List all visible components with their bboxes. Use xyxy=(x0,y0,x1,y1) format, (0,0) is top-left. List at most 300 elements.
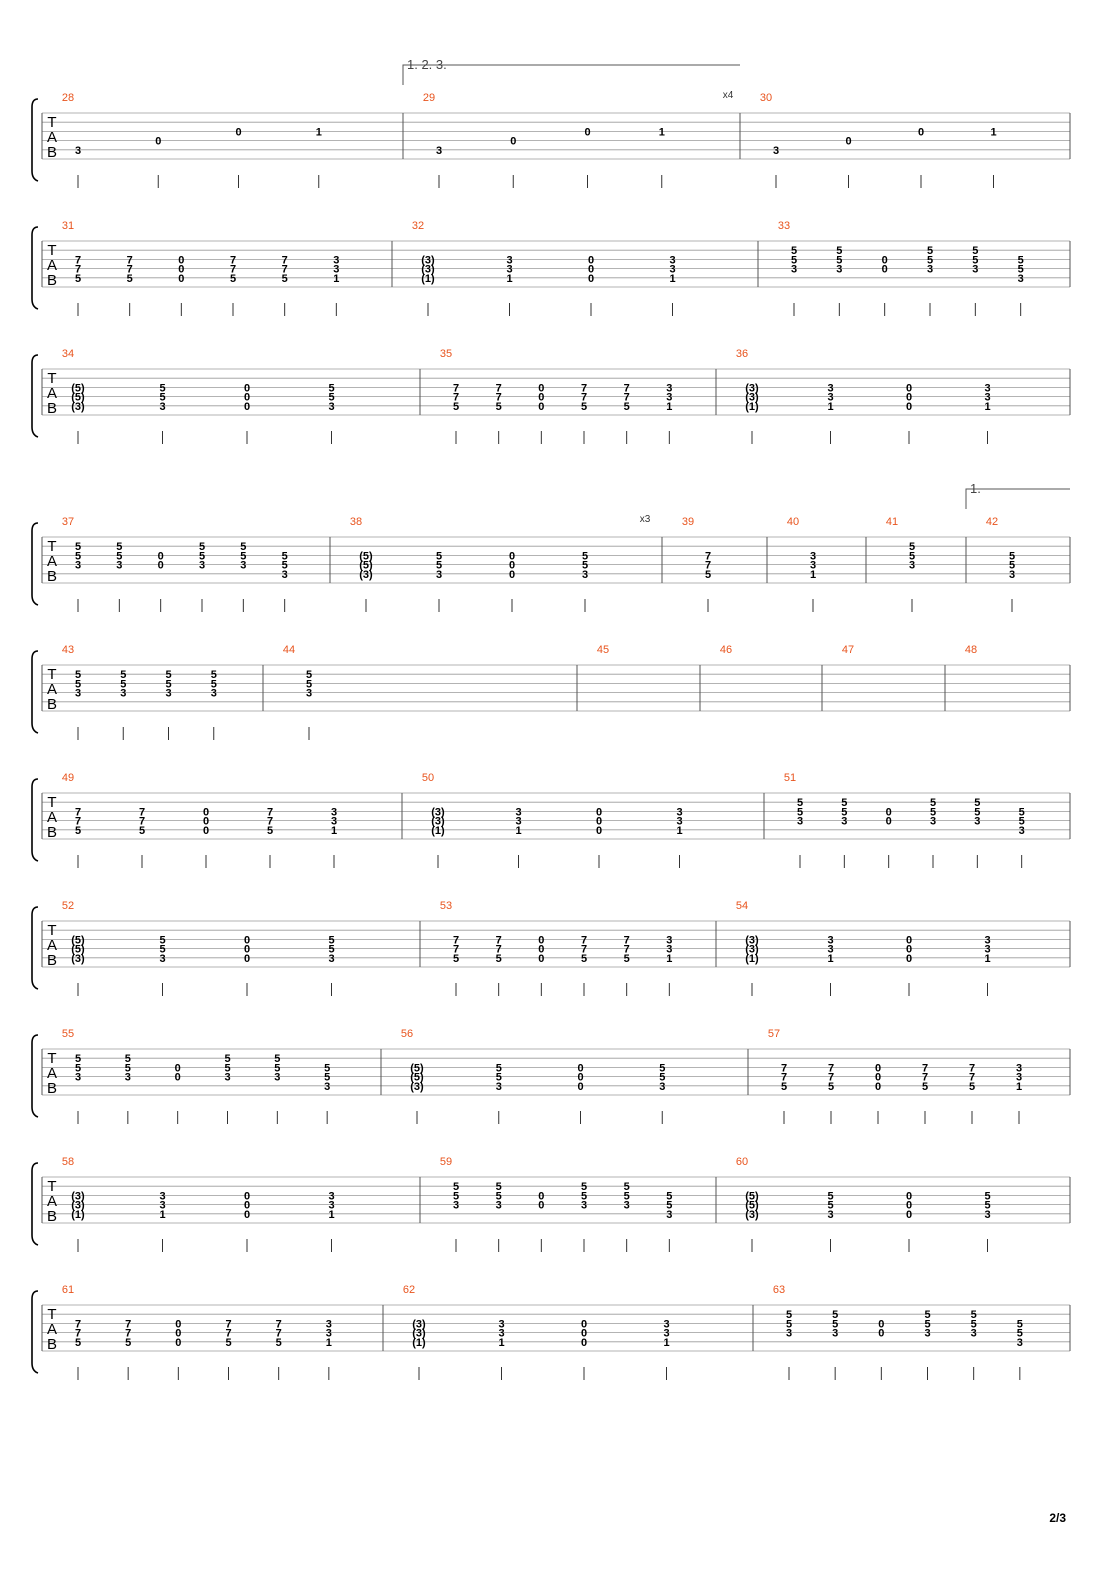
fret-number: 0 xyxy=(538,952,545,965)
fret-number: 0 xyxy=(878,1318,885,1331)
measure-number: 32 xyxy=(411,220,425,232)
fret-number: 3 xyxy=(974,815,981,828)
fret-number: 5 xyxy=(581,559,589,572)
fret-number: 5 xyxy=(790,254,798,267)
fret-number: 3 xyxy=(669,254,676,267)
fret-number: (3) xyxy=(71,1199,85,1212)
fret-number: 3 xyxy=(498,1318,505,1331)
fret-number: 5 xyxy=(116,541,123,554)
fret-number: 0 xyxy=(577,1071,584,1084)
fret-number: 1 xyxy=(809,568,817,581)
fret-number: 3 xyxy=(330,806,338,819)
fret-number: 0 xyxy=(538,382,545,395)
fret-number: 3 xyxy=(305,687,313,700)
fret-number: 3 xyxy=(984,934,991,947)
measure-number: 49 xyxy=(61,772,75,784)
tab-clef-letter: A xyxy=(46,1321,58,1338)
fret-number: 7 xyxy=(125,1327,132,1340)
system-10 xyxy=(32,1284,1070,1380)
measure-number: 51 xyxy=(783,772,797,784)
fret-number: 3 xyxy=(435,144,443,157)
fret-number: 3 xyxy=(1016,1336,1023,1349)
fret-number: (3) xyxy=(745,943,759,956)
fret-number: 0 xyxy=(905,1190,913,1203)
fret-number: 3 xyxy=(328,1199,335,1212)
fret-number: 3 xyxy=(676,806,683,819)
system-brace xyxy=(32,227,38,309)
fret-number: 3 xyxy=(827,1208,834,1221)
fret-number: 7 xyxy=(452,382,460,395)
fret-number: 5 xyxy=(796,797,804,810)
fret-number: (1) xyxy=(421,272,435,285)
tab-clef-letter: A xyxy=(46,1065,58,1082)
fret-number: 5 xyxy=(495,1062,502,1075)
fret-number: 5 xyxy=(224,1062,231,1075)
fret-number: 5 xyxy=(126,272,133,285)
measure-number: 47 xyxy=(841,644,855,656)
fret-number: 0 xyxy=(202,824,210,837)
fret-number: 5 xyxy=(929,797,937,810)
fret-number: 5 xyxy=(1018,806,1025,819)
fret-number: 5 xyxy=(74,824,82,837)
fret-number: 3 xyxy=(809,559,817,572)
fret-number: (3) xyxy=(745,934,759,947)
fret-number: 3 xyxy=(165,687,172,700)
fret-number: 5 xyxy=(623,1181,630,1194)
fret-number: 0 xyxy=(178,254,185,267)
tab-clef-letter: A xyxy=(46,809,58,826)
fret-number: 0 xyxy=(905,382,913,395)
fret-number: 7 xyxy=(229,254,237,267)
fret-number: 3 xyxy=(333,263,340,276)
fret-number: 5 xyxy=(924,1309,931,1322)
fret-number: 5 xyxy=(1008,550,1016,563)
fret-number: 3 xyxy=(124,1071,131,1084)
fret-number: 7 xyxy=(580,382,588,395)
fret-number: 5 xyxy=(281,550,288,563)
fret-number: (1) xyxy=(71,1208,85,1221)
fret-number: 5 xyxy=(452,1181,460,1194)
fret-number: 0 xyxy=(508,559,516,572)
fret-number: 0 xyxy=(885,806,892,819)
fret-number: 3 xyxy=(785,1327,793,1340)
fret-number: 3 xyxy=(666,1208,673,1221)
fret-number: 5 xyxy=(224,1053,231,1066)
fret-number: 5 xyxy=(240,541,247,554)
fret-number: 0 xyxy=(178,272,185,285)
measure-number: 58 xyxy=(61,1156,75,1168)
system-brace xyxy=(32,1163,38,1245)
fret-number: 5 xyxy=(74,669,82,682)
measure-number: 40 xyxy=(786,516,800,528)
fret-number: 5 xyxy=(796,806,804,819)
fret-number: 0 xyxy=(538,943,545,956)
fret-number: 3 xyxy=(924,1327,931,1340)
fret-number: 3 xyxy=(224,1071,231,1084)
tab-clef-letter: B xyxy=(46,272,58,289)
fret-number: 7 xyxy=(452,943,460,956)
fret-number: 5 xyxy=(495,400,502,413)
measure-number: 44 xyxy=(282,644,296,656)
repeat-count: x3 xyxy=(639,514,651,525)
measure-number: 62 xyxy=(402,1284,416,1296)
fret-number: 0 xyxy=(178,263,185,276)
fret-number: 5 xyxy=(74,1053,82,1066)
fret-number: 0 xyxy=(874,1080,882,1093)
fret-number: 3 xyxy=(926,263,934,276)
measure-number: 30 xyxy=(759,92,773,104)
fret-number: 5 xyxy=(623,400,630,413)
fret-number: 7 xyxy=(623,943,630,956)
fret-number: 0 xyxy=(905,1199,913,1212)
fret-number: 3 xyxy=(198,559,206,572)
fret-number: 1 xyxy=(658,126,665,139)
fret-number: (3) xyxy=(412,1327,426,1340)
fret-number: 0 xyxy=(243,391,251,404)
fret-number: 5 xyxy=(74,1336,82,1349)
fret-number: 3 xyxy=(580,1199,588,1212)
fret-number: 5 xyxy=(240,550,247,563)
fret-number: 0 xyxy=(243,1199,251,1212)
fret-number: 5 xyxy=(74,272,82,285)
fret-number: 5 xyxy=(328,382,335,395)
fret-number: 3 xyxy=(984,391,991,404)
fret-number: 0 xyxy=(174,1071,181,1084)
fret-number: 3 xyxy=(929,815,937,828)
fret-number: 5 xyxy=(924,1318,931,1331)
fret-number: 5 xyxy=(908,541,916,554)
fret-number: 0 xyxy=(243,382,251,395)
fret-number: 5 xyxy=(274,1053,281,1066)
fret-number: 5 xyxy=(452,952,460,965)
fret-number: 7 xyxy=(229,263,237,276)
fret-number: 7 xyxy=(126,254,133,267)
fret-number: 5 xyxy=(159,382,166,395)
measure-number: 39 xyxy=(681,516,695,528)
fret-number: 3 xyxy=(333,254,340,267)
fret-number: 0 xyxy=(905,1208,913,1221)
system-7 xyxy=(32,900,1070,996)
fret-number: 3 xyxy=(452,1199,460,1212)
fret-number: 5 xyxy=(666,1199,673,1212)
fret-number: 5 xyxy=(581,550,589,563)
fret-number: 0 xyxy=(243,952,251,965)
fret-number: (1) xyxy=(745,952,759,965)
fret-number: 1 xyxy=(990,126,997,139)
measure-number: 42 xyxy=(985,516,999,528)
tab-clef-letter: A xyxy=(46,553,58,570)
fret-number: 5 xyxy=(138,824,146,837)
fret-number: 0 xyxy=(243,1190,251,1203)
fret-number: 7 xyxy=(623,391,630,404)
fret-number: 1 xyxy=(827,952,834,965)
fret-number: 5 xyxy=(165,678,172,691)
fret-number: 0 xyxy=(584,126,591,139)
fret-number: (3) xyxy=(745,382,759,395)
fret-number: 3 xyxy=(515,806,522,819)
fret-number: 0 xyxy=(874,1071,882,1084)
fret-number: 5 xyxy=(452,1190,460,1203)
fret-number: (1) xyxy=(412,1336,426,1349)
system-brace xyxy=(32,907,38,989)
fret-number: 5 xyxy=(704,568,712,581)
fret-number: 5 xyxy=(926,254,934,267)
system-6 xyxy=(32,772,1070,868)
fret-number: 3 xyxy=(515,815,522,828)
tab-clef-letter: B xyxy=(46,1080,58,1097)
fret-number: 0 xyxy=(917,126,925,139)
fret-number: 7 xyxy=(126,263,133,276)
fret-number: 0 xyxy=(905,943,913,956)
fret-number: 5 xyxy=(124,1062,131,1075)
fret-number: (3) xyxy=(745,391,759,404)
measure-number: 34 xyxy=(61,348,75,360)
fret-number: 0 xyxy=(538,934,545,947)
fret-number: 3 xyxy=(663,1327,670,1340)
fret-number: 5 xyxy=(165,669,172,682)
fret-number: 7 xyxy=(495,943,502,956)
fret-number: 5 xyxy=(159,943,166,956)
fret-number: 0 xyxy=(874,1062,882,1075)
system-1 xyxy=(32,57,1070,188)
tab-clef-letter: B xyxy=(46,824,58,841)
fret-number: 1 xyxy=(1015,1080,1023,1093)
tab-clef-letter: T xyxy=(47,1306,57,1323)
measure-number: 35 xyxy=(439,348,453,360)
tab-clef-letter: B xyxy=(46,400,58,417)
fret-number: 0 xyxy=(878,1327,885,1340)
fret-number: 1 xyxy=(159,1208,166,1221)
fret-number: 3 xyxy=(120,687,127,700)
fret-number: 7 xyxy=(275,1318,282,1331)
fret-number: 3 xyxy=(676,815,683,828)
fret-number: 5 xyxy=(324,1071,331,1084)
fret-number: 3 xyxy=(325,1318,332,1331)
tab-clef-letter: T xyxy=(47,1050,57,1067)
fret-number: 7 xyxy=(827,1071,835,1084)
fret-number: 5 xyxy=(435,550,443,563)
fret-number: 7 xyxy=(580,934,588,947)
fret-number: 0 xyxy=(595,806,603,819)
fret-number: 0 xyxy=(243,1208,251,1221)
fret-number: 3 xyxy=(74,1071,82,1084)
fret-number: 7 xyxy=(74,254,82,267)
fret-number: 7 xyxy=(125,1318,132,1331)
fret-number: 7 xyxy=(225,1318,232,1331)
fret-number: 3 xyxy=(623,1199,630,1212)
fret-number: 7 xyxy=(495,382,502,395)
fret-number: 5 xyxy=(274,1062,281,1075)
tab-clef-letter: A xyxy=(46,257,58,274)
fret-number: 0 xyxy=(538,400,545,413)
fret-number: 5 xyxy=(929,806,937,819)
fret-number: 5 xyxy=(198,550,206,563)
system-brace xyxy=(32,523,38,605)
fret-number: 5 xyxy=(452,400,460,413)
fret-number: 7 xyxy=(704,550,712,563)
fret-number: (3) xyxy=(410,1080,424,1093)
fret-number: 5 xyxy=(1016,1318,1023,1331)
fret-number: 3 xyxy=(1008,568,1016,581)
fret-number: 5 xyxy=(495,1181,502,1194)
fret-number: 7 xyxy=(827,1062,835,1075)
fret-number: 5 xyxy=(623,1190,630,1203)
fret-number: 5 xyxy=(968,1080,976,1093)
tab-clef-letter: B xyxy=(46,696,58,713)
fret-number: 0 xyxy=(508,568,516,581)
measure-number: 28 xyxy=(61,92,75,104)
fret-number: 1 xyxy=(333,272,340,285)
fret-number: 3 xyxy=(506,263,513,276)
fret-number: 1 xyxy=(984,400,991,413)
fret-number: 5 xyxy=(281,559,288,572)
fret-number: 7 xyxy=(968,1062,976,1075)
volta-label: 1. xyxy=(970,481,981,496)
fret-number: 5 xyxy=(1018,815,1025,828)
fret-number: (3) xyxy=(431,806,445,819)
fret-number: 5 xyxy=(159,934,166,947)
fret-number: 5 xyxy=(974,797,981,810)
fret-number: (3) xyxy=(359,568,373,581)
measure-number: 48 xyxy=(964,644,978,656)
fret-number: (3) xyxy=(431,815,445,828)
fret-number: 5 xyxy=(659,1062,666,1075)
fret-number: 7 xyxy=(921,1071,929,1084)
fret-number: 0 xyxy=(587,263,595,276)
volta-bracket xyxy=(403,65,740,85)
fret-number: 1 xyxy=(498,1336,505,1349)
fret-number: 3 xyxy=(790,263,798,276)
fret-number: 7 xyxy=(275,1327,282,1340)
measure-number: 38 xyxy=(349,516,363,528)
fret-number: 5 xyxy=(495,1190,502,1203)
fret-number: 0 xyxy=(881,254,888,267)
volta-bracket xyxy=(966,489,1070,509)
fret-number: 3 xyxy=(495,1199,502,1212)
fret-number: 5 xyxy=(210,669,217,682)
fret-number: 7 xyxy=(266,806,274,819)
fret-number: 1 xyxy=(330,824,338,837)
measure-number: 33 xyxy=(777,220,791,232)
fret-number: 0 xyxy=(243,934,251,947)
measure-number: 31 xyxy=(61,220,75,232)
tab-clef-letter: B xyxy=(46,1208,58,1225)
fret-number: 5 xyxy=(972,254,979,267)
fret-number: 5 xyxy=(328,391,335,404)
fret-number: 5 xyxy=(1017,254,1024,267)
fret-number: (5) xyxy=(410,1071,424,1084)
fret-number: 7 xyxy=(74,1327,82,1340)
fret-number: 7 xyxy=(281,254,288,267)
tab-clef-letter: T xyxy=(47,922,57,939)
fret-number: 1 xyxy=(984,952,991,965)
fret-number: 5 xyxy=(970,1318,977,1331)
fret-number: (3) xyxy=(71,1190,85,1203)
fret-number: 5 xyxy=(1008,559,1016,572)
fret-number: 1 xyxy=(676,824,683,837)
measure-number: 29 xyxy=(422,92,436,104)
tab-clef-letter: B xyxy=(46,144,58,161)
tab-clef-letter: T xyxy=(47,114,57,131)
fret-number: 5 xyxy=(275,1336,282,1349)
measure-number: 36 xyxy=(735,348,749,360)
fret-number: 5 xyxy=(827,1199,834,1212)
fret-number: 0 xyxy=(243,943,251,956)
measure-number: 50 xyxy=(421,772,435,784)
system-brace xyxy=(32,355,38,437)
fret-number: 3 xyxy=(663,1318,670,1331)
fret-number: 0 xyxy=(595,815,603,828)
fret-number: 0 xyxy=(905,400,913,413)
fret-number: 0 xyxy=(538,391,545,404)
fret-number: 5 xyxy=(926,245,934,258)
fret-number: 5 xyxy=(921,1080,929,1093)
tab-clef-letter: A xyxy=(46,385,58,402)
fret-number: 0 xyxy=(595,824,603,837)
fret-number: 5 xyxy=(836,245,843,258)
fret-number: 5 xyxy=(974,806,981,819)
fret-number: 7 xyxy=(74,263,82,276)
fret-number: 7 xyxy=(495,934,502,947)
fret-number: 0 xyxy=(174,1062,181,1075)
fret-number: (5) xyxy=(71,382,85,395)
fret-number: (1) xyxy=(745,400,759,413)
fret-number: 1 xyxy=(506,272,513,285)
fret-number: (3) xyxy=(421,254,435,267)
system-5 xyxy=(32,644,1070,740)
fret-number: 1 xyxy=(328,1208,335,1221)
fret-number: 3 xyxy=(970,1327,977,1340)
fret-number: 0 xyxy=(155,135,162,148)
system-brace xyxy=(32,1035,38,1117)
fret-number: 5 xyxy=(580,1181,588,1194)
tab-clef-letter: T xyxy=(47,242,57,259)
fret-number: 3 xyxy=(972,263,979,276)
fret-number: 0 xyxy=(587,272,595,285)
fret-number: 1 xyxy=(669,272,676,285)
fret-number: 3 xyxy=(796,815,804,828)
fret-number: 7 xyxy=(704,559,712,572)
fret-number: 7 xyxy=(138,815,146,828)
fret-number: 3 xyxy=(666,382,673,395)
fret-number: (3) xyxy=(745,1208,759,1221)
fret-number: 5 xyxy=(984,1199,991,1212)
fret-number: (5) xyxy=(410,1062,424,1075)
fret-number: 3 xyxy=(659,1080,666,1093)
page-number: 2/3 xyxy=(1049,1511,1066,1525)
fret-number: 3 xyxy=(772,144,780,157)
fret-number: 3 xyxy=(666,943,673,956)
fret-number: 7 xyxy=(74,815,82,828)
fret-number: 5 xyxy=(1017,263,1024,276)
fret-number: 7 xyxy=(780,1062,788,1075)
measure-number: 45 xyxy=(596,644,610,656)
fret-number: (5) xyxy=(71,391,85,404)
measure-number: 56 xyxy=(400,1028,414,1040)
fret-number: 0 xyxy=(235,126,242,139)
fret-number: (3) xyxy=(412,1318,426,1331)
measure-number: 57 xyxy=(767,1028,781,1040)
fret-number: 0 xyxy=(538,1199,545,1212)
fret-number: 7 xyxy=(580,943,588,956)
fret-number: 5 xyxy=(970,1309,977,1322)
fret-number: 1 xyxy=(663,1336,670,1349)
fret-number: 3 xyxy=(827,391,834,404)
fret-number: 3 xyxy=(74,559,82,572)
system-3 xyxy=(32,348,1070,444)
fret-number: 3 xyxy=(328,400,335,413)
fret-number: 5 xyxy=(74,1062,82,1075)
